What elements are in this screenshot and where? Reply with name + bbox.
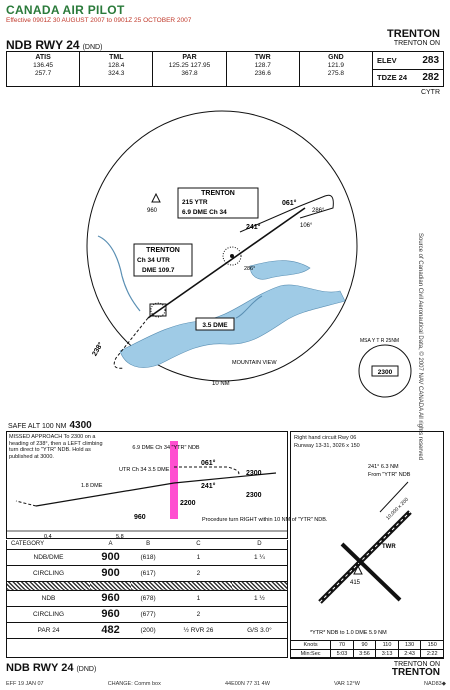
distance-note: *YTR* NDB to 1.0 DME 5.9 NM (310, 630, 387, 636)
obstacle-elev: 960 (147, 208, 158, 214)
faf-marker (170, 441, 178, 519)
timing-times-row: Min:Sec 5:03 3:56 3:13 2:43 2:22 (291, 650, 444, 659)
course-286-holding: 286° (244, 266, 256, 272)
effective-dates: Effective 0901Z 30 AUGUST 2007 to 0901Z 25 OCTOBER 2007 (6, 17, 192, 24)
procedure-title: NDB RWY 24 (DND) (6, 38, 103, 52)
freq-par: PAR 125.25 127.95 367.8 (153, 52, 226, 86)
footer-change: CHANGE: Comm box (107, 681, 161, 687)
minima-row: CIRCLING 900 (617) 2 (7, 565, 287, 581)
missed-profile (16, 501, 36, 506)
profile-dist-58: 5.8 (116, 534, 124, 540)
minima-row: PAR 24 482 (200) ½ RVR 26 G/S 3.0° (7, 622, 287, 638)
footer-airport: TRENTON ON TRENTON (391, 661, 440, 678)
footer-procedure: NDB RWY 24 (DND) (6, 662, 97, 674)
tower-label: TWR (382, 544, 396, 550)
profile-alt-2200: 2200 (180, 500, 196, 507)
navaid-box-line1: Ch 34 UTR (137, 257, 170, 264)
bay-water-north (250, 261, 310, 280)
publisher-title: CANADA AIR PILOT (6, 3, 125, 17)
profile-utr-label: UTR Ch 34 3.5 DME (119, 467, 170, 473)
freq-tml: TML 128.4 324.3 (80, 52, 153, 86)
plan-view (0, 96, 450, 416)
descent-path (36, 483, 174, 506)
safe-altitude: SAFE ALT 100 NM 4300 (8, 420, 92, 431)
freq-gnd: GND 121.9 275.8 (300, 52, 373, 86)
missed-approach-note: MISSED APPROACH To 2300 on a heading of 238°, then a LEFT climbing turn direct to "YTR" NDB. Hold as published at 3000. (9, 434, 103, 460)
minima-table (6, 540, 288, 658)
footer-code: NAD83◆ (424, 681, 446, 687)
airport-ident: CYTR (420, 89, 440, 96)
pt-path (174, 467, 239, 475)
aerodrome-diagram (290, 452, 444, 638)
profile-dist-04: 0.4 (44, 534, 52, 540)
fix-box-line1: 215 YTR (182, 199, 208, 206)
runway-dims: 10,000 x 200 (385, 496, 410, 522)
navaid-box-line2: DME 109.7 (142, 267, 175, 274)
course-286: 286° (312, 208, 325, 214)
elevation-box: ELEV 283 TDZE 24 282 (373, 52, 443, 86)
minima-divider (7, 581, 287, 590)
freq-atis: ATIS 136.45 257.7 (7, 52, 80, 86)
aerodrome-from: From "YTR" NDB (368, 472, 411, 478)
frequency-box (6, 51, 444, 87)
mountain-view-label: MOUNTAIN VIEW (232, 360, 277, 366)
profile-pt-note: Procedure turn RIGHT within 10 NM of "YTR" NDB. (202, 517, 328, 523)
profile-crs-241: 241° (201, 483, 216, 490)
timing-knots-row: Knots 70 90 110 130 150 (291, 641, 444, 650)
minima-header-row: CATEGORY A B C D (7, 540, 287, 549)
obstacle-415: 415 (350, 580, 361, 586)
dme-box-label: 3.5 DME (202, 322, 228, 329)
course-061: 061° (282, 200, 297, 207)
minima-row: NDB 960 (678) 1 1 ½ (7, 590, 287, 606)
source-note: Source of Canadian Civil Aeronautical Data, © 2007 NAV CANADA All rights reserved (417, 233, 423, 461)
minima-row: CIRCLING 960 (677) 2 (7, 606, 287, 622)
minima-row: NDB/DME 900 (618) 1 1 ¼ (7, 549, 287, 565)
navaid-box-title: TRENTON (146, 247, 180, 254)
fix-box-title: TRENTON (201, 190, 235, 197)
course-241: 241° (246, 224, 261, 231)
course-238: 238° (91, 341, 105, 358)
profile-alt-2300b: 2300 (246, 492, 262, 499)
obstacle-icon (152, 194, 160, 202)
profile-crs-061: 061° (201, 460, 216, 467)
profile-alt-960: 960 (134, 514, 146, 521)
footer-var: VAR 12°W (333, 681, 360, 687)
aerodrome-crs: 241° 6.3 NM (368, 464, 399, 470)
range-label: 10 NM (212, 381, 230, 387)
course-106: 106° (300, 223, 313, 229)
timing-table (290, 640, 444, 659)
fix-box-line2: 6.9 DME Ch 34 (182, 209, 227, 216)
airport-name: TRENTON (387, 28, 440, 40)
msa-label: MSA Y T R 25NM (360, 338, 400, 344)
aerodrome-notes: Right hand circuit Rwy 06 Runway 13-31, 3026 x 150 (294, 435, 360, 449)
footer-info (6, 681, 446, 687)
footer-coord: 44E00N 77 31 4W (224, 681, 270, 687)
footer-eff: EFF 19 JAN 07 (6, 681, 44, 687)
profile-dme18: 1.8 DME (81, 483, 103, 489)
profile-fix-label: 6.9 DME Ch 34 "YTR" NDB (132, 445, 200, 451)
freq-twr: TWR 128.7 236.6 (227, 52, 300, 86)
msa-value: 2300 (377, 369, 393, 376)
airport-city: TRENTON ON (393, 40, 440, 47)
profile-alt-2300a: 2300 (246, 470, 262, 477)
